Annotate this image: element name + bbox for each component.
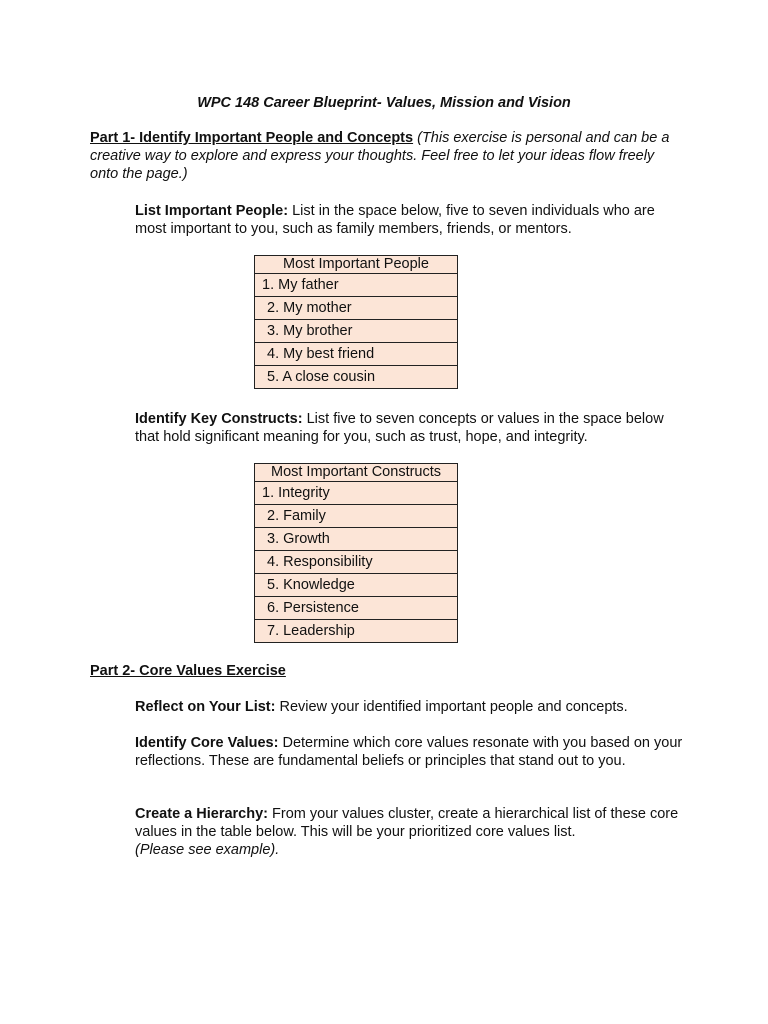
part1-heading: Part 1- Identify Important People and Concepts [90, 130, 414, 146]
part1-note: (This exercise is personal and can be a creative way to explore and express your thoughts. Feel free to let your ideas flow freely onto the page.) [90, 130, 670, 182]
people-row: 5. A close cousin [255, 366, 458, 389]
constructs-row: 3. Growth [255, 528, 458, 551]
people-row: 2. My mother [255, 297, 458, 320]
constructs-instruction [135, 410, 690, 446]
reflect-instruction [135, 698, 690, 716]
constructs-row: 1. Integrity [255, 482, 458, 505]
constructs-lead: Identify Key Constructs: [135, 411, 303, 427]
people-table [254, 255, 458, 389]
part2-heading: Part 2- Core Values Exercise [90, 663, 286, 679]
core-values-text: Determine which core values resonate with you based on your reflections. These are fundamental beliefs or principles that stand out to you. [135, 735, 683, 769]
reflect-text: Review your identified important people and concepts. [275, 699, 628, 715]
constructs-row: 4. Responsibility [255, 551, 458, 574]
constructs-table [254, 463, 458, 643]
list-people-text: List in the space below, five to seven individuals who are most important to you, such as family members, friends, or mentors. [135, 203, 655, 237]
reflect-lead: Reflect on Your List: [135, 699, 276, 715]
people-table-header: Most Important People [255, 256, 458, 274]
constructs-table-header: Most Important Constructs [255, 464, 458, 482]
part1-intro [90, 129, 680, 183]
constructs-row: 7. Leadership [255, 620, 458, 643]
constructs-row: 2. Family [255, 505, 458, 528]
hierarchy-text: From your values cluster, create a hierarchical list of these core values in the table below. This will be your prioritized core values list. [135, 806, 679, 840]
part2-heading-wrap [90, 662, 286, 680]
hierarchy-lead: Create a Hierarchy: [135, 806, 268, 822]
core-values-lead: Identify Core Values: [135, 735, 279, 751]
core-values-instruction [135, 734, 690, 770]
people-row: 1. My father [255, 274, 458, 297]
document-title: WPC 148 Career Blueprint- Values, Mission and Vision [197, 95, 571, 111]
hierarchy-note: (Please see example). [135, 842, 280, 858]
list-people-lead: List Important People: [135, 203, 289, 219]
hierarchy-instruction [135, 805, 690, 859]
constructs-text: List five to seven concepts or values in the space below that hold significant meaning for you, such as trust, hope, and integrity. [135, 411, 664, 445]
constructs-row: 6. Persistence [255, 597, 458, 620]
people-row: 4. My best friend [255, 343, 458, 366]
list-people-instruction [135, 202, 690, 238]
constructs-row: 5. Knowledge [255, 574, 458, 597]
people-row: 3. My brother [255, 320, 458, 343]
